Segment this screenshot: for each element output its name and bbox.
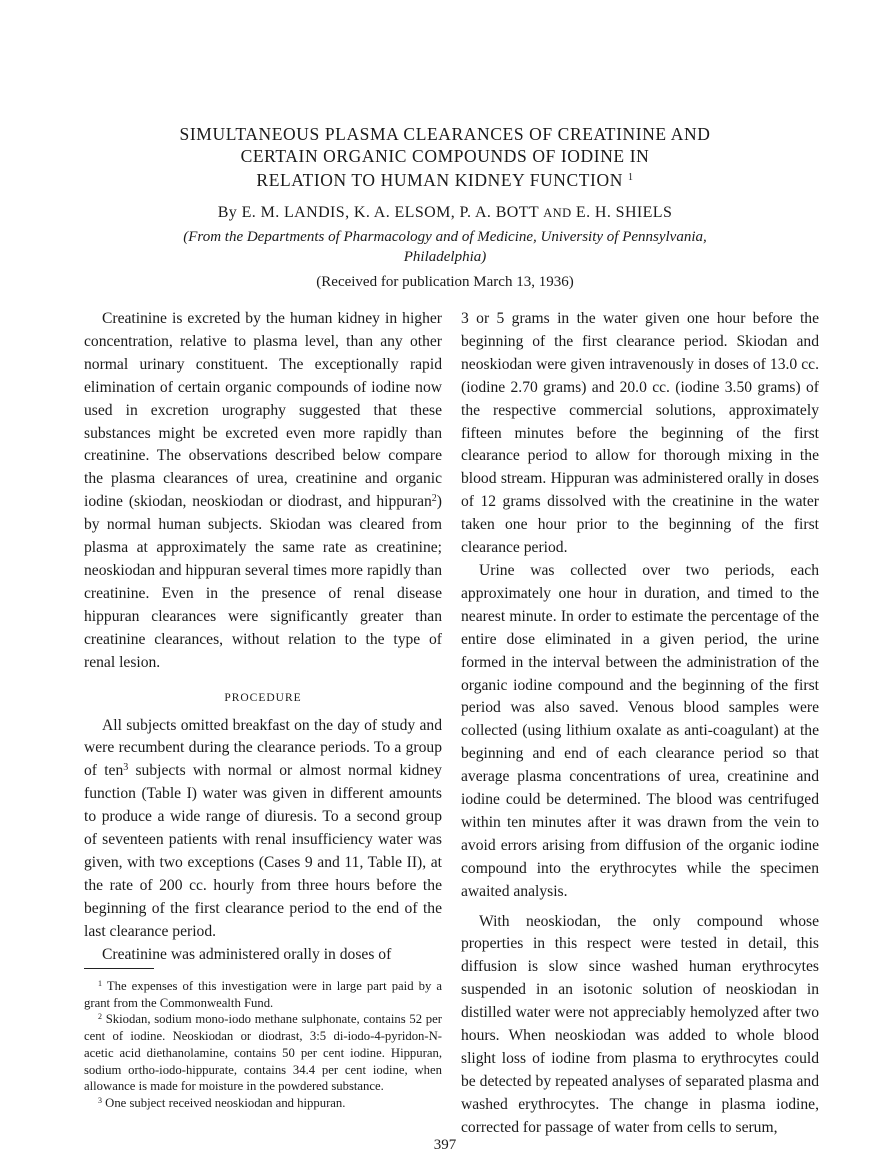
authors-and: AND	[543, 206, 572, 220]
section-heading-procedure: PROCEDURE	[224, 691, 302, 704]
authors-names: E. M. LANDIS, K. A. ELSOM, P. A. BOTT	[241, 204, 539, 221]
footnote-1	[84, 978, 442, 1011]
received-date: (Received for publication March 13, 1936)	[316, 274, 574, 290]
footnote-ref-2: 2	[431, 493, 437, 505]
footnote-ref-3: 3	[123, 762, 129, 774]
footnote-2	[84, 1011, 442, 1095]
footnote-3-text: One subject received neoskiodan and hippuran.	[105, 1095, 346, 1110]
footnotes	[84, 978, 442, 1112]
title-line-2: CERTAIN ORGANIC COMPOUNDS OF IODINE IN	[240, 146, 650, 166]
intro-paragraph	[84, 308, 442, 675]
author-line	[90, 204, 800, 222]
right-column	[461, 308, 819, 1140]
footnote-rule	[84, 968, 154, 969]
procedure-text-2: subjects with normal or almost normal kidney function (Table I) water was given in different amounts to produce a wide range of diuresis. To a second group of seventeen patients with renal insufficiency water was given, with two exceptions (Cases 9 and 11, Table II), at the rate of 200 cc. hourly from three hours before the beginning of the first clearance period to the end of the last clearance period.	[84, 762, 442, 940]
title-line-1: SIMULTANEOUS PLASMA CLEARANCES OF CREATININE AND	[179, 124, 711, 144]
title-line-3	[90, 167, 800, 191]
footnote-3-mark: 3	[98, 1095, 102, 1105]
page-number: 397	[433, 1137, 457, 1153]
neoskiodan-paragraph: With neoskiodan, the only compound whose properties in this respect were tested in detail, this diffusion is slow since washed human erythrocytes suspended in an isotonic solution of neoskiodan in distilled water were not appreciably hemolyzed after two hours. When neoskiodan was added to whole blood slight loss of iodine from plasma to erythrocytes could be detected by repeated analyses of separated plasma and washed erythrocytes. The change in plasma iodine, corrected for passage of water from cells to serum,	[461, 912, 819, 1136]
left-column	[84, 308, 442, 966]
footnote-2-mark: 2	[98, 1012, 102, 1022]
intro-text-1: Creatinine is excreted by the human kidney in higher concentration, relative to plasma level, than any other normal urinary constituent. The exceptionally rapid elimination of certain organic compounds of iodine now used in excretion urography suggested that these substances might be excreted even more rapidly than creatinine. The observations described below compare the plasma clearances of urea, creatinine and organic iodine (skiodan, neoskiodan or diodrast, and hippuran	[84, 310, 442, 511]
urine-collection-paragraph: Urine was collected over two periods, each approximately one hour in duration, and timed to the nearest minute. In order to estimate the percentage of the entire dose eliminated in a given period, the urine formed in the interval between the administration of the organic iodine compound and the beginning of the first period was also saved. Venous blood samples were collected (using lithium oxalate as anti-coagulant) at the beginning and end of each clearance period so that average plasma concentrations of urea, creatinine and iodine could be determined. The blood was centrifuged within ten minutes after it was drawn from the vein to avoid errors arising from diffusion of the organic iodine compound into the erythrocytes while the specimen awaited analysis.	[461, 561, 819, 900]
footnote-1-text: The expenses of this investigation were in large part paid by a grant from the Commonwealth Fund.	[84, 979, 442, 1010]
affiliation-line-1: (From the Departments of Pharmacology and of Medicine, University of Pennsylvania,	[183, 229, 707, 245]
footnote-3	[84, 1095, 442, 1112]
dosage-paragraph: 3 or 5 grams in the water given one hour before the beginning of the first clearance period. Skiodan and neoskiodan were given intravenously in doses of 13.0 cc. (iodine 2.70 grams) and 20.0 cc. (iodine 3.50 grams) of the respective commercial solutions, approximately fifteen minutes before the beginning of the first clearance period to allow for thorough mixing in the blood stream. Hippuran was administered orally in doses of 12 grams dissolved with the creatinine in the water taken one hour prior to the beginning of the first clearance period.	[461, 310, 819, 557]
affiliation-line-2: Philadelphia)	[403, 249, 487, 265]
footnote-2-text: Skiodan, sodium mono-iodo methane sulphonate, contains 52 per cent of iodine. Neoskiodan or diodrast, 3:5 di-iodo-4-pyridon-N-acetic acid diethanolamine, contains 50 per cent iodine. Hippuran, sodium ortho-iodo-hippurate, contains 34.4 per cent iodine, when allowance is made for moisture in the powdered substance.	[84, 1012, 443, 1094]
title-footnote-mark: 1	[627, 172, 634, 183]
article-title	[90, 123, 800, 191]
authors-prefix: By	[217, 204, 238, 221]
footnote-1-mark: 1	[98, 979, 102, 988]
intro-text-2: ) by normal human subjects. Skiodan was cleared from plasma at approximately the same rate as creatinine; neoskiodan and hippuran several times more rapidly than creatinine. Even in the presence of renal disease hippuran clearances were significantly greater than creatinine clearances, without relation to the type of renal lesion.	[84, 493, 442, 671]
title-line-3-text: RELATION TO HUMAN KIDNEY FUNCTION	[256, 170, 623, 190]
creatinine-paragraph-start: Creatinine was administered orally in doses of	[102, 945, 392, 963]
procedure-text-1: All subjects omitted breakfast on the day of study and were recumbent during the clearance periods. To a group of ten	[84, 716, 442, 780]
authors-last: E. H. SHIELS	[575, 204, 673, 221]
affiliation	[90, 227, 800, 267]
procedure-paragraph	[84, 715, 442, 944]
